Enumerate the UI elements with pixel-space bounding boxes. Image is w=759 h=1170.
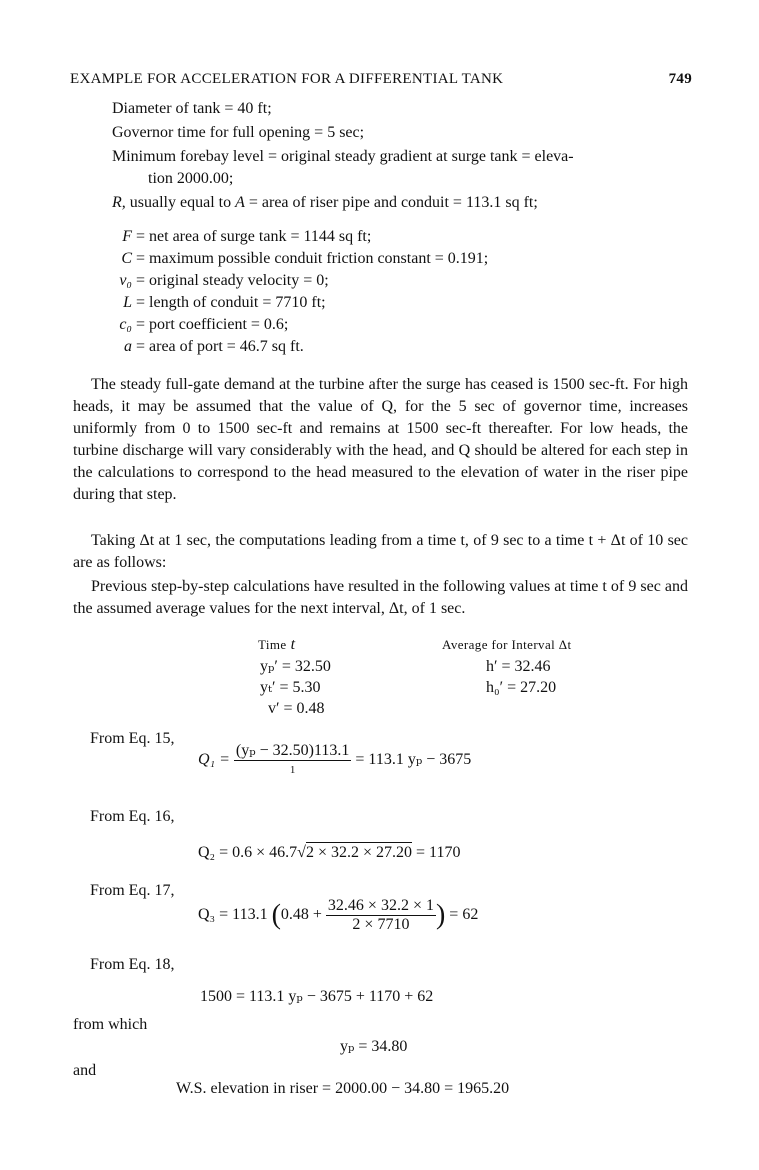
- eq16-intro: From Eq. 16,: [90, 808, 175, 825]
- eq15-intro: From Eq. 15,: [90, 730, 175, 747]
- eq17-intro: From Eq. 17,: [90, 882, 175, 899]
- eq18-intro: From Eq. 18,: [90, 956, 175, 973]
- definition-row: C = maximum possible conduit friction constant = 0.191;: [121, 250, 489, 267]
- definition-row: c₀ = port coefficient = 0.6;: [119, 316, 289, 333]
- from-which-text: from which: [73, 1016, 148, 1033]
- given-line-governor: Governor time for full opening = 5 sec;: [112, 124, 365, 141]
- table-col2-values: [486, 656, 556, 698]
- table-value-row: h′ = 32.46: [486, 658, 551, 675]
- definition-row: v₀ = original steady velocity = 0;: [119, 272, 329, 289]
- equation-q3: [198, 897, 478, 934]
- q1-numerator: (yₚ − 32.50)113.1: [235, 742, 350, 759]
- q1-lhs: Q₁ =: [198, 751, 230, 769]
- equation-18: 1500 = 113.1 yₚ − 3675 + 1170 + 62: [200, 988, 434, 1005]
- equation-q2: [198, 842, 460, 864]
- running-title: EXAMPLE FOR ACCELERATION FOR A DIFFERENTIAL TANK: [70, 71, 504, 87]
- q2-radicand: 2 × 32.2 × 27.20: [305, 844, 413, 861]
- page-number: 749: [668, 71, 692, 87]
- q1-rhs: = 113.1 yₚ − 3675: [355, 751, 472, 769]
- symbol-R: R,: [112, 194, 126, 211]
- given-line-diameter: Diameter of tank = 40 ft;: [112, 100, 272, 117]
- definition-row: L = length of conduit = 7710 ft;: [123, 294, 326, 311]
- q2-lhs: Q₂ = 0.6 × 46.7√: [198, 844, 306, 861]
- definition-row: F = net area of surge tank = 1144 sq ft;: [122, 228, 372, 245]
- and-text: and: [73, 1062, 97, 1079]
- table-col2-heading: Average for Interval Δt: [442, 637, 572, 652]
- paragraph-taking-dt: Taking Δt at 1 sec, the computations leading from a time t, of 9 sec to a time t + Δt of 10 sec are as follows:: [73, 532, 688, 571]
- table-col1-values: [260, 656, 331, 719]
- text-a: usually equal to: [125, 194, 236, 211]
- q1-fraction: [234, 742, 351, 779]
- symbol-A: A: [235, 194, 245, 211]
- ws-elevation-result: W.S. elevation in riser = 2000.00 − 34.80 = 1965.20: [176, 1080, 510, 1097]
- right-paren: ): [435, 899, 446, 931]
- paragraph-demand: The steady full-gate demand at the turbine after the surge has ceased is 1500 sec-ft. For high heads, it may be assumed that the value of Q, for the 5 sec of governor time, increases uniformly from 0 to 1500 sec-ft and remains at 1500 sec-ft thereafter. For low heads, the turbine discharge will vary considerably with the head, and Q should be altered for each step in the calculations to correspond to the head measured to the elevation of water in the riser pipe during that step.: [73, 376, 688, 503]
- q3-denominator: 2 × 7710: [352, 916, 410, 933]
- q3-fraction: [326, 897, 436, 934]
- equation-q1: [198, 742, 471, 779]
- q3-rhs: = 62: [449, 906, 479, 924]
- left-paren: (: [271, 899, 281, 931]
- q3-numerator: 32.46 × 32.2 × 1: [327, 897, 434, 914]
- q1-denominator: 1: [289, 764, 296, 776]
- text-b: = area of riser pipe and conduit = 113.1 sq ft;: [244, 194, 538, 211]
- definition-row: a = area of port = 46.7 sq ft.: [124, 338, 304, 355]
- table-value-row: yₚ′ = 32.50: [260, 658, 331, 675]
- table-col1-heading: Time t: [258, 636, 296, 653]
- given-line-riser-area: [112, 192, 538, 214]
- q2-rhs: = 1170: [416, 844, 461, 861]
- given-line-forebay-cont: tion 2000.00;: [148, 170, 234, 187]
- table-value-row: yₜ′ = 5.30: [260, 679, 321, 696]
- running-header: [70, 68, 692, 90]
- yp-result: yₚ = 34.80: [340, 1038, 408, 1055]
- table-value-row: h₀′ = 27.20: [486, 679, 557, 696]
- paragraph-previous: Previous step-by-step calculations have resulted in the following values at time t of 9 sec and the assumed average values for the next interval, Δt, of 1 sec.: [73, 578, 688, 617]
- table-value-row: v′ = 0.48: [268, 700, 325, 717]
- q3-lhs: Q₃ = 113.1: [198, 906, 268, 924]
- q3-term: 0.48 +: [280, 906, 322, 924]
- given-line-forebay: Minimum forebay level = original steady gradient at surge tank = eleva-: [112, 148, 574, 165]
- definition-list: [112, 226, 488, 358]
